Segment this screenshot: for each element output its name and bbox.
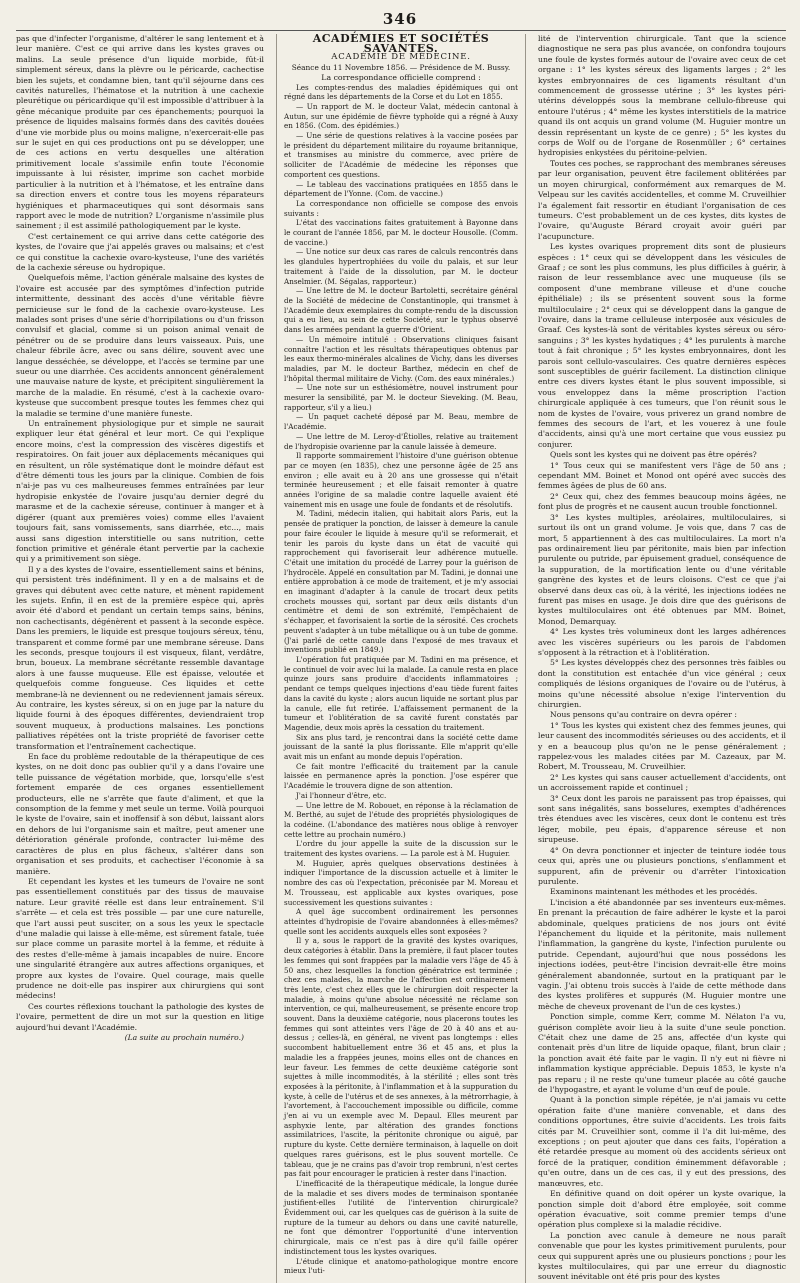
paragraph: J'ai l'honneur d'être, etc. [296,790,387,800]
paragraph: — Une lettre de M. le docteur Bartoletti, secrétaire général de la Société de médecine de Constantinople, qui transmet à l'Académie deux exemplaires du compte-rendu de la discussion qui a eu lieu, au sein de cette Société, sur le typhus observé dans les armées pendant la guerre d'Orient. [284,286,518,335]
continued-note: (La suite au prochain numéro.) [124,1033,244,1042]
paragraph: 3° Ceux dont les parois ne paraissent pas trop épaisses, qui sont sans inégalités, sans bosselures, exemptes d'adhérences très étendues avec les viscères, ceux dont le contenu est très léger, mobile, peu épais, d'apparence séreuse et non sirupeuse. [538,793,786,845]
paragraph: Six ans plus tard, je rencontrai dans la société cette dame jouissant de la santé la plus florissante. Elle m'apprit qu'elle avait mis un enfant au monde depuis l'opération. [284,732,518,762]
paragraph: Nous pensons qu'au contraire on devra opérer : [550,710,737,720]
paragraph: L'ordre du jour appelle la suite de la discussion sur le traitement des kystes ovariens. — La parole est à M. Huguier. [284,839,518,859]
paragraph: — Le tableau des vaccinations pratiquées en 1855 dans le département de l'Yonne. (Com. de vaccine.) [284,179,518,199]
paragraph: 4° Les kystes très volumineux dont les larges adhérences avec les viscères supérieurs ou les parois de l'abdomen s'opposent à la rétraction et à l'oblitération. [538,627,786,657]
paragraph: A quel âge succombent ordinairement les personnes atteintes d'hydropisie de l'ovaire abandonnées à elles-mêmes? quelle sont les accidents auxquels elles sont exposées ? [284,907,518,936]
paragraph: L'étude clinique et anatomo-pathologique montre encore mieux l'uti- [284,1256,518,1276]
paragraph: lité de l'intervention chirurgicale. Tant que la science diagnostique ne sera pas plus avancée, on confondra toujours une foule de kystes formés autour de l'ovaire avec ceux de cet organe : 1° les kystes séreux des ligaments larges ; 2° les kystes embryonnaires de ces ligaments résultant d'un commencement de grossesse utérine ; 3° les kystes péri-utérins développés sous la membrane cellulo-fibreuse qui entoure l'utérus ; 4° même les kystes interstitiels de la matrice quand ils ont acquis un grand volume (M. Huguier montre un dessin représentant un kyste de ce genre) ; 5° les kystes du corps de Wolf ou de l'organe de Rosenmüller ; 6° certaines hydropisies enkystées du péritoine-pelvien. [538,34,786,158]
paragraph: Il y a, sous le rapport de la gravité des kystes ovariques, deux catégories à établir. Dans la première, il faut placer toutes les femmes qui sont frappées par la maladie vers l'âge de 45 à 50 ans, chez lesquelles la fonction génératrice est terminée ; chez ces malades, la marche de l'affection est ordinairement très lente, c'est chez elles que le chirurgien doit respecter la maladie, à moins qu'une absolue nécessité ne réclame son intervention, ce qui, malheureusement, se présente encore trop souvent. Dans la deuxième catégorie, nous placerons toutes les femmes qui sont atteintes vers l'âge de 20 à 40 ans et au-dessus ; celles-là, en général, ne vivent pas longtemps : elles succombent habituellement entre 36 et 45 ans, et plus la maladie les a frappées jeunes, moins elles ont de chances en leur faveur. Les femmes de cette deuxième catégorie sont sujettes à mille incommodités, à la stérilité ; elles sont très exposées à la péritonite, à l'inflammation et à la suppuration du kyste, à celle de l'utérus et de ses annexes, à la métrorrhagie, à l'avortement, à l'accouchement impossible ou difficile, comme j'en ai vu un exemple avec M. Depaul. Elles meurent par asphyxie lente, par altération des grandes fonctions assimilatrices, l'ascite, la péritonite chronique ou aiguë, par rupture du kyste. Cette dernière terminaison, à laquelle on doit quelques rares guérisons, est le plus souvent mortelle. Ce tableau, que je ne crains pas d'avoir trop rembruni, n'est certes pas fait pour encourager le praticien à rester dans l'inaction. [284,936,518,1179]
paragraph: 1° Tous les kystes qui existent chez des femmes jeunes, qui leur causent des incommodités sérieuses ou des accidents, et il y en a beaucoup plus qu'on ne le pense généralement ; rappelez-vous les malades citées par M. Cazeaux, par M. Robert, M. Trousseau, M. Cruveilhier. [538,720,786,772]
paragraph: 3° Les kystes multiples, aréolaires, multiloculaires, si surtout ils ont un grand volume. Je vois que, dans 7 cas de mort, 5 appartiennent à des cas multiloculaires. La mort n'a pas ordinairement lieu par péritonite, mais bien par infection purulente ou putride, par épuisement graduel, conséquence de la suppuration, de la mortification lente ou d'une véritable gangrène des kystes et de leurs cloisons. C'est ce que j'ai observé dans deux cas où, à la vérité, les injections iodées ne furent pas mises en usage. Je dois dire que des guérisons de kystes multiloculaires ont été obtenues par MM. Boinet, Monod, Demarquay. [538,512,786,626]
paragraph: 2° Ceux qui, chez des femmes beaucoup moins âgées, ne font plus de progrès et ne causent aucun trouble fonctionnel. [538,491,786,512]
paragraph: En face du problème redoutable de la thérapeutique de ces kystes, on ne doit donc pas oublier qu'il y a dans l'ovaire une telle puissance de végétation morbide, que, lorsqu'elle s'est fortement emparée de ces organes essentiellement producteurs, elle ne s'arrête que faute d'aliment, et que la consomption de la femme y met seule un terme. Voilà pourquoi le kyste de l'ovaire, sain et inoffensif à son début, laissant alors en dehors de lui l'organisme sain et maître, peut amener une détérioration générale profonde, contracter lui-même des caractères de plus en plus fâcheux, s'altérer dans son organisation et ses produits, et cachectiser l'économie à sa manière. [16,752,264,876]
paragraph: 1° Tous ceux qui se manifestent vers l'âge de 50 ans ; cependant MM. Boinet et Monod ont opéré avec succès des femmes âgées de plus de 60 ans. [538,460,786,491]
paragraph: C'est certainement ce qui arrive dans cette catégorie des kystes, de l'ovaire que j'ai appelés graves ou malsains; et c'est ce qui constitue la cachexie ovaro-kysteuse, l'une des variétés de la cachexie séreuse ou hydropique. [16,231,264,272]
paragraph: Ces courtes réflexions touchant la pathologie des kystes de l'ovaire, permettent de dire un mot sur la question en litige aujourd'hui devant l'Académie. [16,1001,264,1032]
paragraph: Les kystes ovariques proprement dits sont de plusieurs espèces : 1° ceux qui se développent dans les vésicules de Graaf ; ce sont les plus communs, les plus difficiles à guérir, à raison de leur ressemblance avec une muqueuse (ils se composent d'une membrane villeuse et d'une couche épithéliale) ; ils se présentent souvent sous la forme multiloculaire ; 2° ceux qui se développent dans la gangue de l'ovaire, dans la trame celluleuse interposée aux vésicules de Graaf. Ces kystes-là sont de véritables kystes séreux ou séro-sanguins ; 3° les kystes hydatiques ; 4° les purulents à marche tout à fait chronique ; 5° les kystes embryonnaires, dont les parois sont cellulo-vasculaires. Ces quatre dernières espèces sont susceptibles de guérir facilement. La distinction clinique entre ces divers kystes étant le plus souvent impossible, si vous enveloppez dans la même proscription l'action chirurgicale appliquée à ces tumeurs, que l'on réunit sous le nom de kystes de l'ovaire, vous priverez un grand nombre de femmes des secours de l'art, et les vouerez à une foule d'accidents, ainsi qu'à une mort certaine que vous eussiez pu conjurer. [538,242,786,449]
paragraph: — Un paquet cacheté déposé par M. Beau, membre de l'Académie. [284,412,518,432]
paragraph: 5° Les kystes développés chez des personnes très faibles ou dont la constitution est entachée d'un vice général ; ceux compliqués de lésions organiques de l'ovaire ou de l'utérus, à moins qu'une nécessité absolue n'exige l'intervention du chirurgien. [538,658,786,709]
paragraph: Quels sont les kystes qui ne doivent pas être opérés? [550,450,757,460]
paragraph: M. Huguier, après quelques observations destinées à indiquer l'importance de la discussion actuelle et à limiter le nombre des cas où l'expectation, préconisée par M. Moreau et M. Trousseau, est applicable aux kystes ovariques, pose successivement les questions suivantes : [284,858,518,907]
paragraph: La ponction avec canule à demeure ne nous paraît convenable que pour les kystes primitivement purulents, pour ceux qui suppurent après une ou plusieurs ponctions ; pour les kystes multiloculaires, qui par une erreur du diagnostic souvent inévitable ont été pris pour des kystes [538,1230,786,1282]
paragraph: Et cependant les kystes et les tumeurs de l'ovaire ne sont pas essentiellement constitués par des tissus de mauvaise nature. Leur gravité réelle est dans leur entraînement. S'il s'arrête — et cela est très possible — par une cure naturelle, que l'art aussi peut susciter, on a sous les yeux le spectacle d'une maladie qui laisse à elle-même, est sûrement fatale, tuée sur place comme un parasite mortel à la femme, et réduite à des restes d'elle-même à jamais incapables de nuire. Encore une singularité étrangère aux autres affections organiques, et propre aux kystes de l'ovaire. Quel courage, mais quelle prudence ne doit-elle pas inspirer aux chirurgiens qui sont médecins! [16,876,264,1001]
correspondence-heading: La correspondance officielle comprend : [321,72,481,82]
paragraph: L'état des vaccinations faites gratuitement à Bayonne dans le courant de l'année 1856, par M. le docteur Housolle. (Comm. de vaccine.) [284,218,518,247]
paragraph: Ce fait montre l'efficacité du traitement par la canule laissée en permanence après la ponction. J'ose espérer que l'Académie le trouvera digne de son attention. [284,761,518,791]
paragraph: Ponction simple, comme Kerr, comme M. Nélaton l'a vu, guérison complète avoir lieu à la suite d'une seule ponction. C'était chez une dame de 25 ans, affectée d'un kyste qui contenait près d'un litre de liquide opaque, filant, brun clair ; la ponction avait été faite par le vagin. Il n'y eut ni fièvre ni inflammation kystique appréciable. Depuis 1853, le kyste n'a pas reparu ; il ne reste qu'une tumeur placée au côté gauche de l'hypogastre, et ayant le volume d'un œuf de poule. [538,1012,786,1095]
paragraph: pas que d'infecter l'organisme, d'altérer le sang lentement et à leur manière. C'est ce qui arrive dans les kystes graves ou malins. La seule présence d'un liquide morbide, fût-il simplement séreux, dans la plèvre ou le péricarde, cachectise bien les sujets, et condamne bien, tant qu'il séjourne dans ces cavités naturelles, l'hématose et la nutrition à une cachexie pleurétique ou péricardique qu'il est impossible d'attribuer à la gêne mécanique produite par ces épanchements; pourquoi la présence de liquides malsains formés dans des cavités douées d'une vie morbide plus ou moins maligne, n'exercerait-elle pas sur le sujet en qui ces productions ont pu se développer, une de ces actions en vertu desquelles une altération primitivement locale s'assimile enfin toute l'économie impuissante à lui résister, imprime son cachet morbide particulier à la nutrition et à l'hématose, et les entraîne dans sa direction envers et contre tous les moyens réparateurs hygiéniques et pharmaceutiques qui sont désormais sans rapport avec le mode de nutrition? L'organisme n'assimile plus sainement ; il est assimilé pathologiquement par le kyste. [16,34,264,231]
paragraph: Examinons maintenant les méthodes et les procédés. [550,887,758,897]
paragraph: 4° On devra ponctionner et injecter de teinture iodée tous ceux qui, après une ou plusieurs ponctions, s'enflamment et suppurent, afin de prévenir ou d'arrêter l'intoxication purulente. [538,845,786,886]
paragraph: — Une lettre de M. Leroy-d'Étiolles, relative au traitement de l'hydropisie ovarienne par la canule laissée à demeure. [284,431,518,451]
middle-column [276,34,526,1283]
left-column [16,34,266,1283]
right-column [536,34,786,1283]
paragraph: Les comptes-rendus des maladies épidémiques qui ont régné dans les départements de la Corse et du Lot en 1855. [284,82,518,102]
section-title: ACADÉMIES ET SOCIÉTÉS SAVANTES. [312,32,490,55]
paragraph: — Un rapport de M. le docteur Valat, médecin cantonal à Autun, sur une épidémie de fièvre typhoïde qui a régné à Auxy en 1856. (Com. des épidémies.) [284,101,518,131]
paragraph: L'opération fut pratiquée par M. Tadini en ma présence, et le continuel de voir avec lui la malade. La canule resta en place quinze jours sans produire d'accidents inflammatoires ; pendant ce temps quelques injections d'eau tiède furent faites dans la cavité du kyste ; alors aucun liquide ne sortant plus par la canule, elle fut retirée. L'affaissement permanent de la tumeur et l'oblitération de sa cavité furent constatés par Magendie, deux mois après la cessation du traitement. [284,655,518,732]
paragraph: L'inefficacité de la thérapeutique médicale, la longue durée de la maladie et ses divers modes de terminaison spontanée justifient-elles l'utilité de l'intervention chirurgicale? Évidemment oui, car les quelques cas de guérison à la suite de rupture de la tumeur au dehors ou dans une cavité naturelle, ne font que démontrer l'opportunité d'une intervention chirurgicale, mais ce n'est pas à dire qu'il faille opérer indistinctement tous les kystes ovariques. [284,1178,518,1256]
paragraph: Quelquefois même, l'action générale malsaine des kystes de l'ovaire est accusée par des symptômes d'infection putride intermittente, dessinant des accès d'une véritable fièvre pernicieuse sur le fond de la cachexie ovaro-kysteuse. Les malades sont prises d'une série d'horripilations ou d'un frisson convulsif et glacial, comme si un poison animal venait de pénétrer ou de se produire dans leurs vaisseaux. Puis, une chaleur fébrile âcre, avec ou sans délire, souvent avec une langue desséchée, se développe, et l'accès se termine par une sueur ou une diarrhée. Ces accidents annoncent généralement une mauvaise nature de kyste, et précipitent singulièrement la marche de la maladie. En résumé, c'est à la cachexie ovaro-kysteuse que succombent presque toutes les femmes chez qui la maladie se termine d'une manière funeste. [16,273,264,418]
header-rule [16,30,786,31]
subsection-title: ACADÉMIE DE MÉDECINE. [331,52,471,63]
page-number: 346 [382,10,418,28]
paragraph: — Un mémoire intitulé : Observations cliniques faisant connaître l'action et les résultats thérapeutiques obtenus par les eaux thermo-minérales alcalines de Vichy, dans les diverses maladies, par M. le docteur Barthez, médecin en chef de l'hôpital thermal militaire de Vichy. (Com. des eaux minérales.) [284,334,518,383]
text-columns [16,32,786,1282]
paragraph: En définitive quand on doit opérer un kyste ovarique, la ponction simple doit d'abord être employée, soit comme opération évacuative, soit comme premier temps d'une opération plus complexe si la maladie récidive. [538,1189,786,1230]
paragraph: Il rapporte sommairement l'histoire d'une guérison obtenue par ce moyen (en 1835), chez une personne âgée de 25 ans environ ; elle avait eu à 20 ans une grossesse qui n'était terminée heureusement ; et elle faisait remonter à quatre années l'origine de sa maladie contre laquelle avaient été vainement mis en usage une foule de fondants et de résolutifs. [284,451,518,509]
paragraph: Il y a des kystes de l'ovaire, essentiellement sains et bénins, qui persistent très indéfiniment. Il y en a de malsains et de graves qui débutent avec cette nature, et mènent rapidement les sujets. Enfin, il en est de la première espèce qui, après avoir été d'abord et pendant un certain temps sains, bénins, non cachectisants, dégénèrent et passent à la seconde espèce. Dans les premiers, le liquide est presque toujours séreux, ténu, transparent et comme formé par une membrane séreuse. Dans les seconds, presque toujours il est visqueux, filant, verdâtre, brun, boueux. La membrane sécrétante ressemble davantage alors à une fausse muqueuse. Elle est épaisse, veloutée et quelquefois comme fongueuse. Ces liquides et cette membrane-là ne deviennent ou ne redeviennent jamais séreux. Au contraire, les kystes séreux, si on en juge par la nature du liquide fourni à des époques différentes, deviendraient trop souvent muqueux, à productions malsaines. Les ponctions palliatives répétées ont la triste propriété de favoriser cette transformation et l'entraînement cachectique. [16,564,264,751]
paragraph: La correspondance non officielle se compose des envois suivants : [284,198,518,218]
paragraph: Un entraînement physiologique pur et simple ne saurait expliquer leur état général et leur mort. Ce qui l'explique encore moins, c'est la compression des viscères digestifs et respiratoires. On fait jouer aux déplacements mécaniques qui en résultent, un rôle systématique dont le moindre défaut est d'être démenti tous les jours par la clinique. Combien de fois n'ai-je pas vu ces malheureuses femmes entraînées par leur hydropisie enkystée de l'ovaire jusqu'au dernier degré du marasme et de la cachexie séreuse, continuer à manger et à digérer (quant aux premières voies) comme elles l'avaient toujours fait, sans vomissements, sans diarrhée, etc..., mais aussi sans digestion interstitielle ou sans nutrition, cette fonction primitive et générale étant pervertie par la cachexie qui y a primitivement son siège. [16,419,264,564]
paragraph: 2° Les kystes qui sans causer actuellement d'accidents, ont un accroissement rapide et continuel ; [538,772,786,793]
paragraph: — Une notice sur deux cas rares de calculs rencontrés dans les glandules hypertrophiées du voile du palais, et sur leur traitement à l'aide de la dissolution, par M. le docteur Anselmier. (M. Ségalas, rapporteur.) [284,247,518,286]
paragraph: Quant à la ponction simple répétée, je n'ai jamais vu cette opération faite d'une manière convenable, et dans des conditions opportunes, être suivie d'accidents. Les trois faits cités par M. Cruveilhier sont, comme il l'a dit lui-même, des exceptions ; on peut ajouter que dans ces faits, l'opération a été retardée presque au moment où des accidents sérieux ont forcé de la pratiquer, condition éminemment défavorable ; qu'en outre, dans un de ces cas, il y eut des pressions, des manœuvres, etc. [538,1095,786,1188]
session-line: Séance du 11 Novembre 1856. — Présidence de M. Bussy. [291,63,511,73]
paragraph: Toutes ces poches, se rapprochant des membranes séreuses par leur organisation, peuvent être facilement oblitérées par un moyen chirurgical, conformément aux remarques de M. Velpeau sur les cavités accidentelles, et comme M. Cruveilhier l'a également fait ressortir en étudiant l'organisation de ces tumeurs. C'est probablement un de ces kystes, dits kystes de l'ovaire, qu'Auguste Bérard croyait avoir guéri par l'acupuncture. [538,158,786,241]
paragraph: L'incision a été abandonnée par ses inventeurs eux-mêmes. En prenant la précaution de faire adhérer le kyste et la paroi abdominale, quelques praticiens de nos jours ont évité l'épanchement du liquide et la péritonite, mais nullement l'inflammation, la gangrène du kyste, l'infection purulente ou putride. Cependant, aujourd'hui que nous possédons les injections iodées, peut-être l'incision devrait-elle être moins généralement abandonnée, surtout en la pratiquant par le vagin. J'ai obtenu trois succès à l'aide de cette méthode dans des kystes prolifères et suppurés (M. Huguier montre une mèche de cheveux provenant de l'un de ces kystes.) [538,897,786,1011]
paragraph: — Une note sur un esthésiomètre, nouvel instrument pour mesurer la sensibilité, par M. le docteur Sieveking. (M. Beau, rapporteur, s'il y a lieu.) [284,383,518,412]
paragraph: — Une série de questions relatives à la vaccine posées par le président du département militaire du royaume britannique, et transmises au ministre du commerce, avec prière de solliciter de l'Académie de médecine les réponses que comportent ces questions. [284,131,518,179]
paragraph: M. Tadini, médecin italien, qui habitait alors Paris, eut la pensée de pratiquer la ponction, de laisser à demeure la canule pour faire écouler le liquide à mesure qu'il se reformerait, et tenir les parois du kyste dans un état de vacuité qui rapprochement qui favoriserait leur adhérence mutuelle. C'était une imitation du procédé de Larrey pour la guérison de l'hydrocèle. Appelé en consultation par M. Tadini, je donnai une entière approbation à ce mode de traitement, et je m'y associai en imaginant d'adapter à la canule de trocart deux petits crochets mousses qui, sortant par deux œils distants d'un centimètre et demi de son extrémité, l'empêchaient de s'échapper, et favorisaient la sortie de la sérosité. Ces crochets peuvent s'adapter à un tube métallique ou à un tube de gomme. (J'ai parlé de cette canule dans l'exposé de mes travaux et inventions publié en 1849.) [284,509,518,655]
paragraph: — Une lettre de M. Robouet, en réponse à la réclamation de M. Berthé, au sujet de l'étude des propriétés physiologiques de la codéine. (L'abondance des matières nous oblige à renvoyer cette lettre au prochain numéro.) [284,800,518,839]
